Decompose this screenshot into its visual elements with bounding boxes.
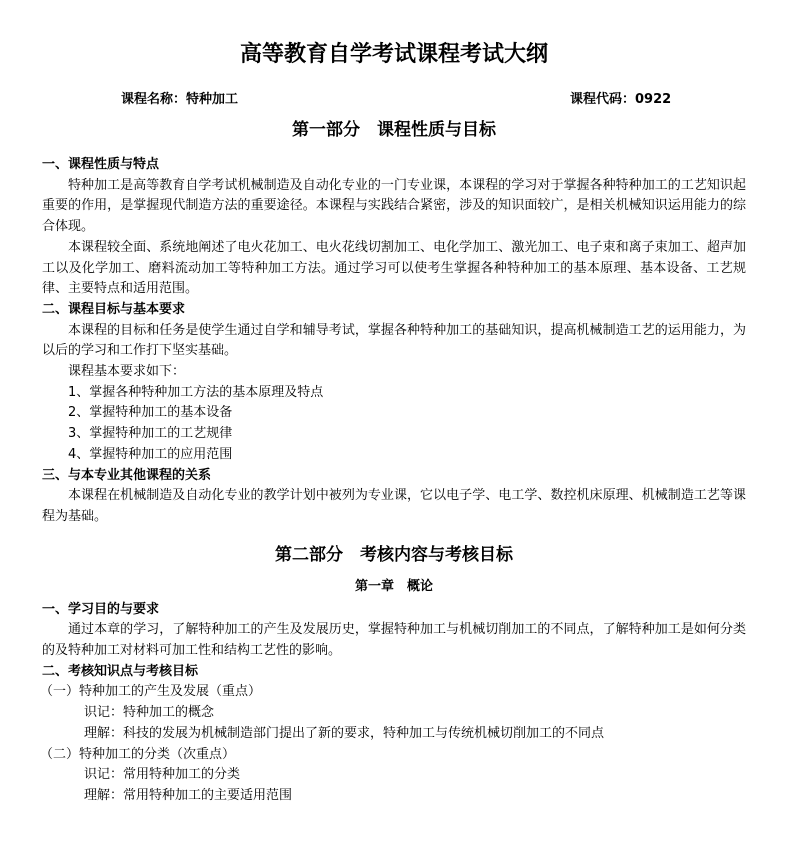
- paragraph: 本课程的目标和任务是使学生通过自学和辅导考试，掌握各种特种加工的基础知识，提高机械制造工艺的运用能力，为以后的学习和工作打下坚实基础。: [42, 322, 746, 359]
- list-item: 2、掌握特种加工的基本设备: [68, 405, 233, 421]
- paragraph: 特种加工是高等教育自学考试机械制造及自动化专业的一门专业课，本课程的学习对于掌握各种特种加工的工艺知识起重要的作用，是掌握现代制造方法的重要途径。本课程与实践结合紧密，涉及的知识面较广，是相关机械知识运用能力的综合体现。: [42, 177, 746, 235]
- list-item: 1、掌握各种特种加工方法的基本原理及特点: [68, 384, 324, 400]
- section-heading: 三、与本专业其他课程的关系: [42, 467, 212, 483]
- understand-item: 理解：科技的发展为机械制造部门提出了新的要求，特种加工与传统机械切削加工的不同点: [84, 725, 605, 741]
- paragraph: 通过本章的学习，了解特种加工的产生及发展历史，掌握特种加工与机械切削加工的不同点，了解特种加工是如何分类的及特种加工对材料可加工性和结构工艺性的影响。: [42, 622, 746, 659]
- recall-item: 识记：常用特种加工的分类: [84, 767, 241, 783]
- list-item: 4、掌握特种加工的应用范围: [68, 446, 233, 462]
- section-heading: 二、考核知识点与考核目标: [42, 663, 199, 679]
- section-heading: 二、课程目标与基本要求: [42, 301, 186, 317]
- course-code: 课程代码：0922: [570, 92, 672, 107]
- part2-heading: 第二部分 考核内容与考核目标: [275, 544, 513, 565]
- chapter-heading: 第一章 概论: [354, 578, 433, 594]
- course-name: 课程名称：特种加工: [121, 92, 239, 107]
- recall-item: 识记：特种加工的概念: [84, 705, 215, 721]
- course-meta: [42, 85, 746, 107]
- knowledge-point-title: （二）特种加工的分类（次重点）: [40, 746, 236, 762]
- doc-title: 高等教育自学考试课程考试大纲: [239, 41, 548, 67]
- list-item: 3、掌握特种加工的工艺规律: [68, 426, 233, 442]
- section-heading: 一、学习目的与要求: [42, 601, 160, 617]
- paragraph: 本课程较全面、系统地阐述了电火花加工、电火花线切割加工、电化学加工、激光加工、电子束和离子束加工、超声加工以及化学加工、磨料流动加工等特种加工方法。通过学习可以使考生掌握各种特种加工的基本原理、基本设备、工艺规律、主要特点和适用范围。: [42, 239, 746, 297]
- paragraph: 本课程在机械制造及自动化专业的教学计划中被列为专业课，它以电子学、电工学、数控机床原理、机械制造工艺等课程为基础。: [42, 488, 746, 524]
- part1-heading: 第一部分 课程性质与目标: [292, 120, 496, 140]
- understand-item: 理解：常用特种加工的主要适用范围: [84, 787, 293, 803]
- knowledge-point-title: （一）特种加工的产生及发展（重点）: [40, 684, 262, 700]
- section-heading: 一、课程性质与特点: [42, 157, 160, 172]
- requirements-label: 课程基本要求如下：: [68, 364, 186, 380]
